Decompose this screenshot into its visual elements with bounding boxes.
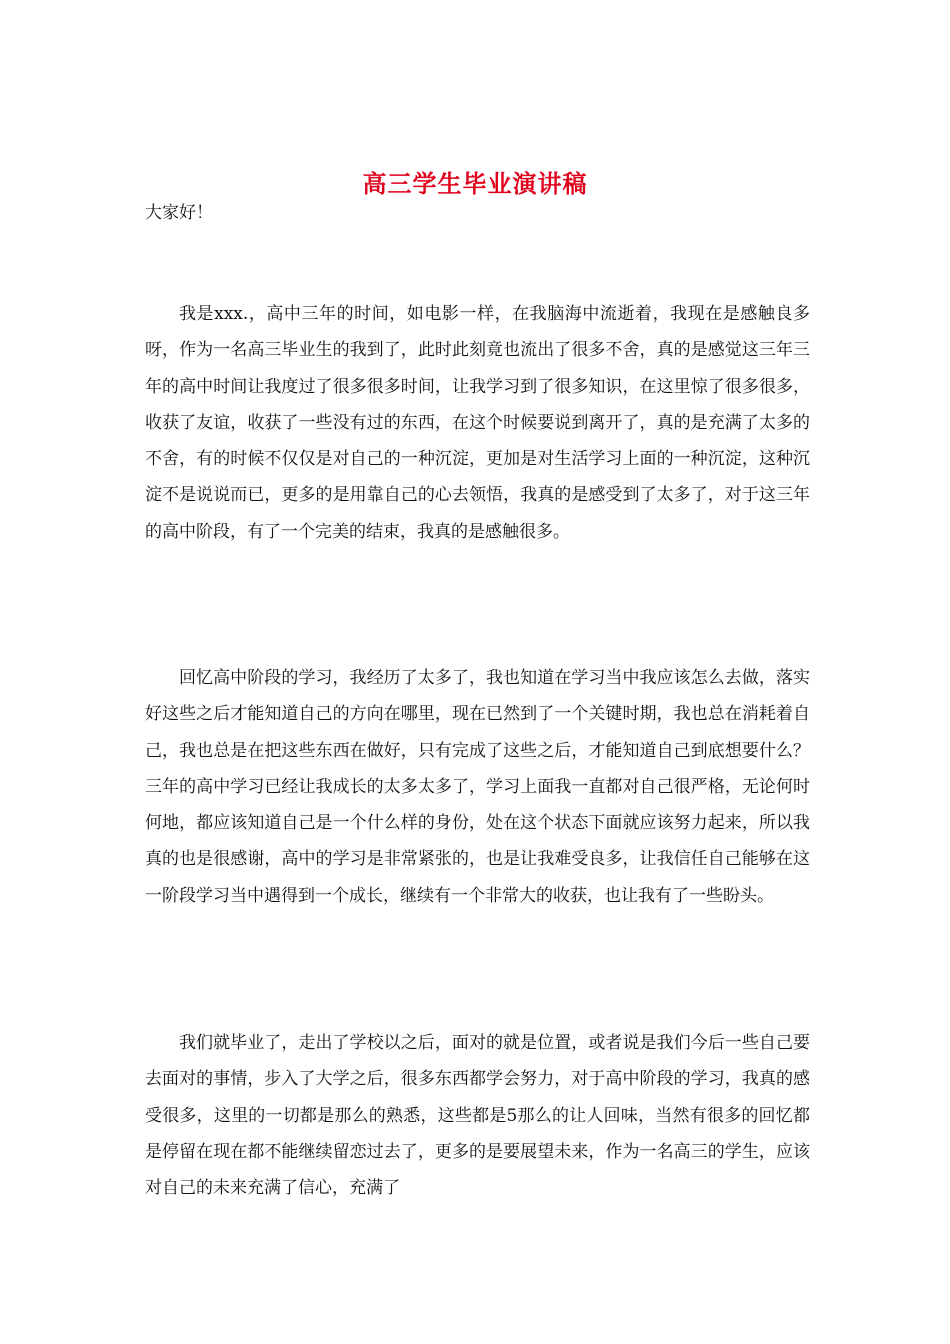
paragraph-3: 我们就毕业了，走出了学校以之后，面对的就是位置，或者说是我们今后一些自己要去面对的事情，步入了大学之后，很多东西都学会努力，对于高中阶段的学习，我真的感受很多，这里的一切都是那么的熟悉，这些都是5那么的让人回味，当然有很多的回忆都是停留在现在都不能继续留恋过去了，更多的是要展望未来，作为一名高三的学生，应该对自己的未来充满了信心，充满了: [145, 1033, 810, 1199]
greeting-line: 大家好！: [145, 203, 213, 223]
document-title: 高三学生毕业演讲稿: [362, 169, 588, 199]
paragraph-1: 我是xxx.，高中三年的时间，如电影一样，在我脑海中流逝着，我现在是感触良多呀，作为一名高三毕业生的我到了，此时此刻竟也流出了很多不舍，真的是感觉这三年三年的高中时间让我度过了很多很多时间，让我学习到了很多知识，在这里惊了很多很多，收获了友谊，收获了一些没有过的东西，在这个时候要说到离开了，真的是充满了太多的不舍，有的时候不仅仅是对自己的一种沉淀，更加是对生活学习上面的一种沉淀，这种沉淀不是说说而已，更多的是用靠自己的心去领悟，我真的是感受到了太多了，对于这三年的高中阶段，有了一个完美的结束，我真的是感触很多。: [145, 304, 810, 542]
paragraph-2: 回忆高中阶段的学习，我经历了太多了，我也知道在学习当中我应该怎么去做，落实好这些之后才能知道自己的方向在哪里，现在已然到了一个关键时期，我也总在消耗着自己，我也总是在把这些东西在做好，只有完成了这些之后，才能知道自己到底想要什么？三年的高中学习已经让我成长的太多太多了，学习上面我一直都对自己很严格，无论何时何地，都应该知道自己是一个什么样的身份，处在这个状态下面就应该努力起来，所以我真的也是很感谢，高中的学习是非常紧张的，也是让我难受良多，让我信任自己能够在这一阶段学习当中遇得到一个成长，继续有一个非常大的收获，也让我有了一些盼头。: [145, 668, 810, 906]
